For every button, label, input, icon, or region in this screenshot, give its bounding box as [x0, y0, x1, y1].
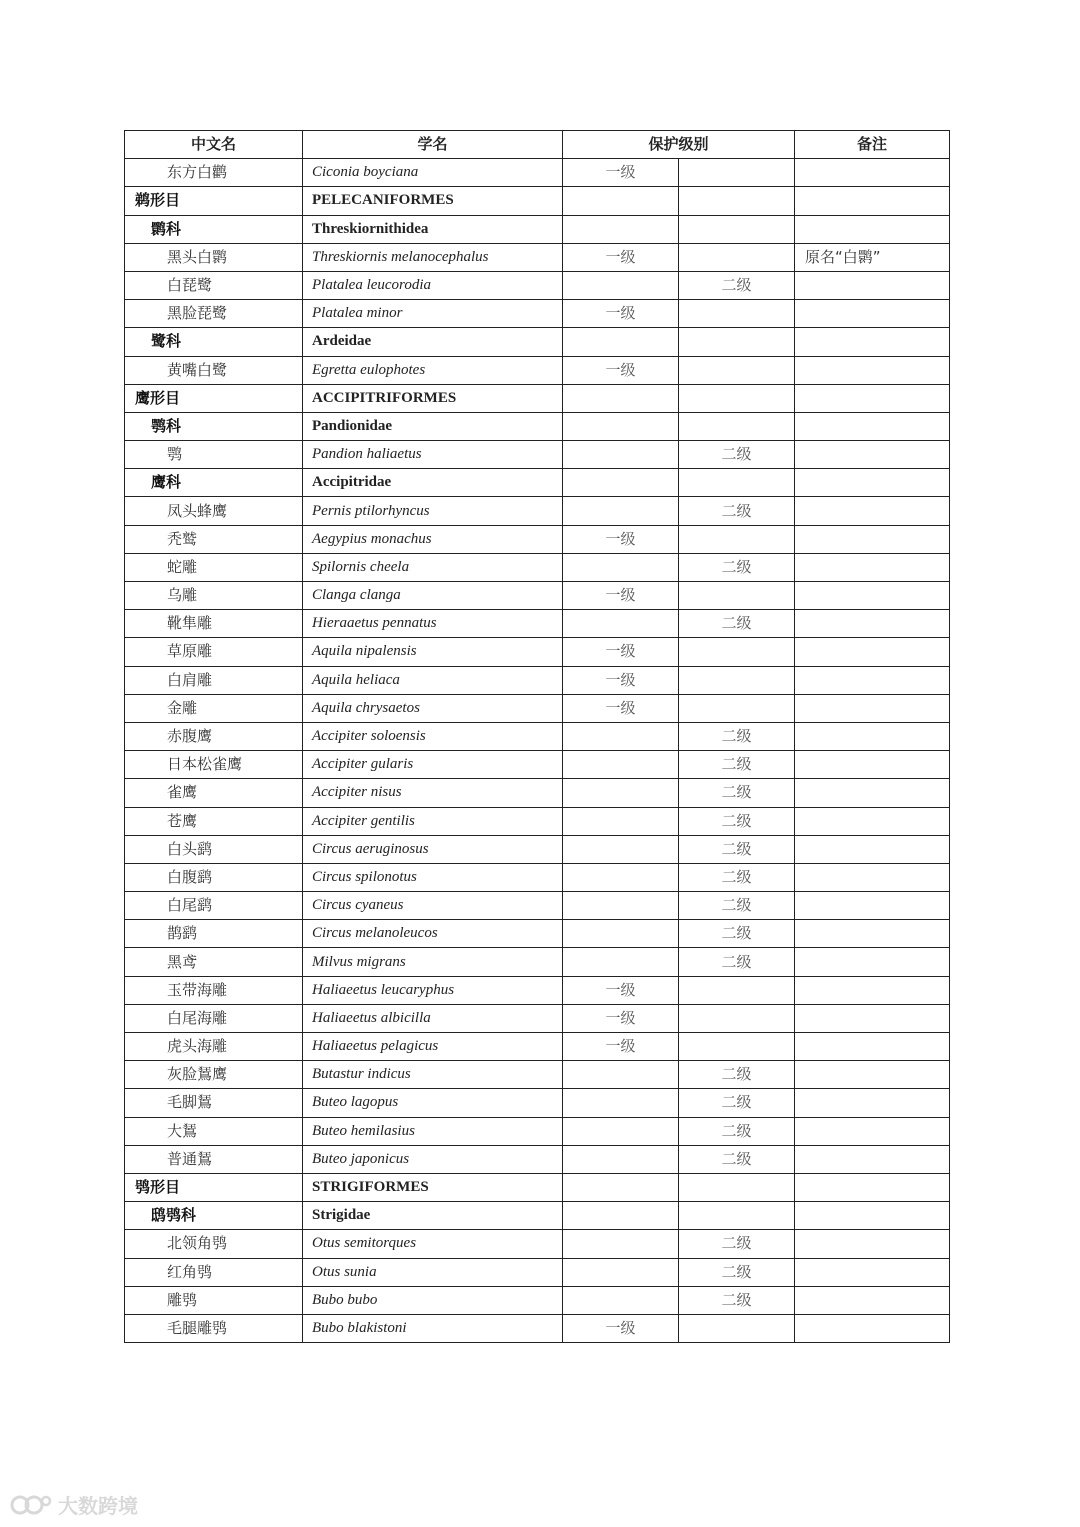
chinese-name-cell: 鹗 [125, 441, 303, 469]
remarks-cell [795, 948, 950, 976]
remarks-cell [795, 1089, 950, 1117]
level-one-cell: 一级 [563, 1314, 679, 1342]
remarks-cell [795, 666, 950, 694]
chinese-name-cell: 鹊鹞 [125, 920, 303, 948]
table-row [125, 300, 950, 328]
level-one-cell [563, 384, 679, 412]
remarks-cell [795, 384, 950, 412]
scientific-name-cell: Haliaeetus albicilla [303, 1004, 563, 1032]
family-row [125, 215, 950, 243]
remarks-cell [795, 1004, 950, 1032]
scientific-name-cell: Otus sunia [303, 1258, 563, 1286]
remarks-cell [795, 694, 950, 722]
remarks-cell [795, 1145, 950, 1173]
watermark [10, 1490, 138, 1519]
remarks-cell [795, 1061, 950, 1089]
header-chinese-name: 中文名 [125, 131, 303, 159]
scientific-name-cell: Accipitridae [303, 469, 563, 497]
chinese-name-cell: 鸱鸮科 [125, 1202, 303, 1230]
level-two-cell [679, 300, 795, 328]
chinese-name-cell: 凤头蜂鹰 [125, 497, 303, 525]
chinese-name-cell: 日本松雀鹰 [125, 751, 303, 779]
level-one-cell [563, 1061, 679, 1089]
remarks-cell [795, 271, 950, 299]
family-row [125, 1202, 950, 1230]
level-one-cell [563, 187, 679, 215]
level-two-cell [679, 412, 795, 440]
chinese-name-cell: 雕鸮 [125, 1286, 303, 1314]
level-two-cell: 二级 [679, 1258, 795, 1286]
table-row [125, 525, 950, 553]
scientific-name-cell: Platalea minor [303, 300, 563, 328]
table-row [125, 1286, 950, 1314]
scientific-name-cell: Spilornis cheela [303, 553, 563, 581]
level-one-cell [563, 1230, 679, 1258]
level-two-cell: 二级 [679, 948, 795, 976]
remarks-cell [795, 412, 950, 440]
level-two-cell: 二级 [679, 553, 795, 581]
chinese-name-cell: 金雕 [125, 694, 303, 722]
level-one-cell: 一级 [563, 159, 679, 187]
chinese-name-cell: 鹰科 [125, 469, 303, 497]
scientific-name-cell: Aegypius monachus [303, 525, 563, 553]
remarks-cell [795, 1202, 950, 1230]
chinese-name-cell: 黑鸢 [125, 948, 303, 976]
level-two-cell: 二级 [679, 807, 795, 835]
scientific-name-cell: STRIGIFORMES [303, 1173, 563, 1201]
level-two-cell [679, 638, 795, 666]
level-one-cell [563, 807, 679, 835]
level-one-cell [563, 610, 679, 638]
level-two-cell: 二级 [679, 892, 795, 920]
remarks-cell [795, 187, 950, 215]
chinese-name-cell: 黄嘴白鹭 [125, 356, 303, 384]
chinese-name-cell: 鸮形目 [125, 1173, 303, 1201]
header-remarks: 备注 [795, 131, 950, 159]
scientific-name-cell: Ardeidae [303, 328, 563, 356]
level-one-cell [563, 1286, 679, 1314]
remarks-cell [795, 1033, 950, 1061]
level-two-cell [679, 159, 795, 187]
table-row [125, 1089, 950, 1117]
table-body [125, 159, 950, 1343]
scientific-name-cell: Circus cyaneus [303, 892, 563, 920]
scientific-name-cell: Accipiter soloensis [303, 722, 563, 750]
chinese-name-cell: 黑脸琵鹭 [125, 300, 303, 328]
scientific-name-cell: Haliaeetus leucaryphus [303, 976, 563, 1004]
level-two-cell: 二级 [679, 1286, 795, 1314]
chinese-name-cell: 白琵鹭 [125, 271, 303, 299]
table-row [125, 863, 950, 891]
chinese-name-cell: 乌雕 [125, 582, 303, 610]
level-one-cell: 一级 [563, 243, 679, 271]
table-row [125, 638, 950, 666]
remarks-cell [795, 356, 950, 384]
level-one-cell: 一级 [563, 356, 679, 384]
remarks-cell [795, 807, 950, 835]
level-two-cell: 二级 [679, 1061, 795, 1089]
level-two-cell: 二级 [679, 497, 795, 525]
level-two-cell: 二级 [679, 1117, 795, 1145]
level-one-cell: 一级 [563, 694, 679, 722]
level-one-cell [563, 412, 679, 440]
scientific-name-cell: Circus aeruginosus [303, 835, 563, 863]
chinese-name-cell: 大鵟 [125, 1117, 303, 1145]
remarks-cell [795, 779, 950, 807]
remarks-cell [795, 1230, 950, 1258]
level-two-cell [679, 187, 795, 215]
level-one-cell [563, 1173, 679, 1201]
chinese-name-cell: 普通鵟 [125, 1145, 303, 1173]
chinese-name-cell: 鹗科 [125, 412, 303, 440]
table-row [125, 722, 950, 750]
chinese-name-cell: 草原雕 [125, 638, 303, 666]
remarks-cell [795, 159, 950, 187]
remarks-cell [795, 469, 950, 497]
order-row [125, 384, 950, 412]
scientific-name-cell: Pandionidae [303, 412, 563, 440]
level-two-cell: 二级 [679, 610, 795, 638]
table-row [125, 610, 950, 638]
table-row [125, 751, 950, 779]
level-two-cell: 二级 [679, 779, 795, 807]
scientific-name-cell: Circus melanoleucos [303, 920, 563, 948]
table-row [125, 920, 950, 948]
table-row [125, 1004, 950, 1032]
table-row [125, 271, 950, 299]
remarks-cell [795, 1314, 950, 1342]
chinese-name-cell: 秃鹫 [125, 525, 303, 553]
table-row [125, 159, 950, 187]
table-row [125, 243, 950, 271]
level-two-cell [679, 694, 795, 722]
remarks-cell [795, 722, 950, 750]
remarks-cell [795, 638, 950, 666]
species-protection-table [124, 130, 950, 1343]
chinese-name-cell: 蛇雕 [125, 553, 303, 581]
table-row [125, 666, 950, 694]
family-row [125, 412, 950, 440]
scientific-name-cell: Haliaeetus pelagicus [303, 1033, 563, 1061]
chinese-name-cell: 鹮科 [125, 215, 303, 243]
remarks-cell [795, 328, 950, 356]
level-one-cell [563, 1089, 679, 1117]
family-row [125, 328, 950, 356]
table-row [125, 1033, 950, 1061]
level-one-cell [563, 328, 679, 356]
level-two-cell [679, 525, 795, 553]
chinese-name-cell: 白腹鹞 [125, 863, 303, 891]
remarks-cell [795, 920, 950, 948]
family-row [125, 469, 950, 497]
table-row [125, 553, 950, 581]
table-row [125, 497, 950, 525]
scientific-name-cell: Milvus migrans [303, 948, 563, 976]
level-one-cell [563, 1117, 679, 1145]
scientific-name-cell: Bubo blakistoni [303, 1314, 563, 1342]
remarks-cell [795, 892, 950, 920]
level-one-cell [563, 779, 679, 807]
brand-logo-icon [10, 1492, 52, 1518]
chinese-name-cell: 黑头白鹮 [125, 243, 303, 271]
table-row [125, 1117, 950, 1145]
scientific-name-cell: Strigidae [303, 1202, 563, 1230]
scientific-name-cell: Clanga clanga [303, 582, 563, 610]
level-two-cell [679, 1202, 795, 1230]
level-two-cell: 二级 [679, 751, 795, 779]
table-row [125, 835, 950, 863]
scientific-name-cell: Aquila nipalensis [303, 638, 563, 666]
table-row [125, 1258, 950, 1286]
remarks-cell [795, 610, 950, 638]
remarks-cell [795, 553, 950, 581]
level-one-cell: 一级 [563, 666, 679, 694]
remarks-cell [795, 976, 950, 1004]
scientific-name-cell: Pernis ptilorhyncus [303, 497, 563, 525]
level-two-cell [679, 976, 795, 1004]
table-row [125, 356, 950, 384]
level-two-cell: 二级 [679, 835, 795, 863]
chinese-name-cell: 玉带海雕 [125, 976, 303, 1004]
scientific-name-cell: Butastur indicus [303, 1061, 563, 1089]
scientific-name-cell: ACCIPITRIFORMES [303, 384, 563, 412]
level-one-cell [563, 722, 679, 750]
table-row [125, 779, 950, 807]
remarks-cell [795, 1258, 950, 1286]
chinese-name-cell: 鹰形目 [125, 384, 303, 412]
chinese-name-cell: 鹭科 [125, 328, 303, 356]
level-two-cell [679, 469, 795, 497]
level-two-cell [679, 243, 795, 271]
scientific-name-cell: Bubo bubo [303, 1286, 563, 1314]
level-one-cell: 一级 [563, 582, 679, 610]
level-two-cell: 二级 [679, 441, 795, 469]
scientific-name-cell: Buteo lagopus [303, 1089, 563, 1117]
scientific-name-cell: PELECANIFORMES [303, 187, 563, 215]
level-one-cell [563, 1202, 679, 1230]
table-row [125, 694, 950, 722]
table-row [125, 976, 950, 1004]
scientific-name-cell: Circus spilonotus [303, 863, 563, 891]
scientific-name-cell: Platalea leucorodia [303, 271, 563, 299]
watermark-text: 大数跨境 [58, 1494, 138, 1518]
chinese-name-cell: 苍鹰 [125, 807, 303, 835]
level-one-cell [563, 1258, 679, 1286]
chinese-name-cell: 靴隼雕 [125, 610, 303, 638]
chinese-name-cell: 白尾鹞 [125, 892, 303, 920]
level-two-cell [679, 1314, 795, 1342]
level-two-cell [679, 384, 795, 412]
chinese-name-cell: 毛腿雕鸮 [125, 1314, 303, 1342]
level-two-cell: 二级 [679, 863, 795, 891]
level-two-cell: 二级 [679, 1230, 795, 1258]
level-two-cell [679, 215, 795, 243]
order-row [125, 1173, 950, 1201]
table-row [125, 1230, 950, 1258]
level-one-cell: 一级 [563, 1004, 679, 1032]
level-one-cell: 一级 [563, 976, 679, 1004]
scientific-name-cell: Accipiter gularis [303, 751, 563, 779]
remarks-cell [795, 863, 950, 891]
level-two-cell [679, 356, 795, 384]
level-two-cell [679, 328, 795, 356]
chinese-name-cell: 鹈形目 [125, 187, 303, 215]
scientific-name-cell: Ciconia boyciana [303, 159, 563, 187]
remarks-cell [795, 582, 950, 610]
level-one-cell [563, 835, 679, 863]
remarks-cell [795, 1117, 950, 1145]
table-row [125, 1145, 950, 1173]
level-two-cell: 二级 [679, 1145, 795, 1173]
level-one-cell: 一级 [563, 300, 679, 328]
level-two-cell [679, 1033, 795, 1061]
level-one-cell [563, 948, 679, 976]
table-row [125, 892, 950, 920]
level-one-cell [563, 469, 679, 497]
remarks-cell [795, 835, 950, 863]
remarks-cell [795, 1173, 950, 1201]
level-one-cell [563, 920, 679, 948]
chinese-name-cell: 赤腹鹰 [125, 722, 303, 750]
level-one-cell [563, 892, 679, 920]
remarks-cell [795, 751, 950, 779]
level-one-cell [563, 441, 679, 469]
table-row [125, 582, 950, 610]
level-two-cell [679, 1004, 795, 1032]
chinese-name-cell: 雀鹰 [125, 779, 303, 807]
level-two-cell [679, 1173, 795, 1201]
level-one-cell [563, 1145, 679, 1173]
chinese-name-cell: 白头鹞 [125, 835, 303, 863]
table-row [125, 1061, 950, 1089]
level-two-cell: 二级 [679, 1089, 795, 1117]
level-one-cell: 一级 [563, 638, 679, 666]
table-header-row [125, 131, 950, 159]
remarks-cell [795, 525, 950, 553]
scientific-name-cell: Buteo hemilasius [303, 1117, 563, 1145]
scientific-name-cell: Accipiter gentilis [303, 807, 563, 835]
chinese-name-cell: 虎头海雕 [125, 1033, 303, 1061]
level-one-cell [563, 271, 679, 299]
table-row [125, 441, 950, 469]
level-one-cell [563, 497, 679, 525]
level-two-cell: 二级 [679, 722, 795, 750]
level-two-cell [679, 666, 795, 694]
order-row [125, 187, 950, 215]
chinese-name-cell: 白尾海雕 [125, 1004, 303, 1032]
remarks-cell [795, 441, 950, 469]
remarks-cell [795, 497, 950, 525]
level-one-cell [563, 751, 679, 779]
chinese-name-cell: 毛脚鵟 [125, 1089, 303, 1117]
scientific-name-cell: Buteo japonicus [303, 1145, 563, 1173]
chinese-name-cell: 北领角鸮 [125, 1230, 303, 1258]
scientific-name-cell: Threskiornis melanocephalus [303, 243, 563, 271]
level-one-cell [563, 215, 679, 243]
remarks-cell: 原名“白鹮” [795, 243, 950, 271]
header-scientific-name: 学名 [303, 131, 563, 159]
scientific-name-cell: Hieraaetus pennatus [303, 610, 563, 638]
level-two-cell: 二级 [679, 920, 795, 948]
chinese-name-cell: 灰脸鵟鹰 [125, 1061, 303, 1089]
chinese-name-cell: 红角鸮 [125, 1258, 303, 1286]
level-two-cell: 二级 [679, 271, 795, 299]
scientific-name-cell: Otus semitorques [303, 1230, 563, 1258]
remarks-cell [795, 215, 950, 243]
remarks-cell [795, 1286, 950, 1314]
table-row [125, 1314, 950, 1342]
scientific-name-cell: Accipiter nisus [303, 779, 563, 807]
scientific-name-cell: Threskiornithidea [303, 215, 563, 243]
scientific-name-cell: Egretta eulophotes [303, 356, 563, 384]
scientific-name-cell: Pandion haliaetus [303, 441, 563, 469]
table-row [125, 948, 950, 976]
level-one-cell: 一级 [563, 1033, 679, 1061]
scientific-name-cell: Aquila heliaca [303, 666, 563, 694]
table-row [125, 807, 950, 835]
chinese-name-cell: 东方白鹳 [125, 159, 303, 187]
level-one-cell [563, 553, 679, 581]
level-two-cell [679, 582, 795, 610]
chinese-name-cell: 白肩雕 [125, 666, 303, 694]
header-protection-level: 保护级别 [563, 131, 795, 159]
scientific-name-cell: Aquila chrysaetos [303, 694, 563, 722]
remarks-cell [795, 300, 950, 328]
level-one-cell [563, 863, 679, 891]
level-one-cell: 一级 [563, 525, 679, 553]
